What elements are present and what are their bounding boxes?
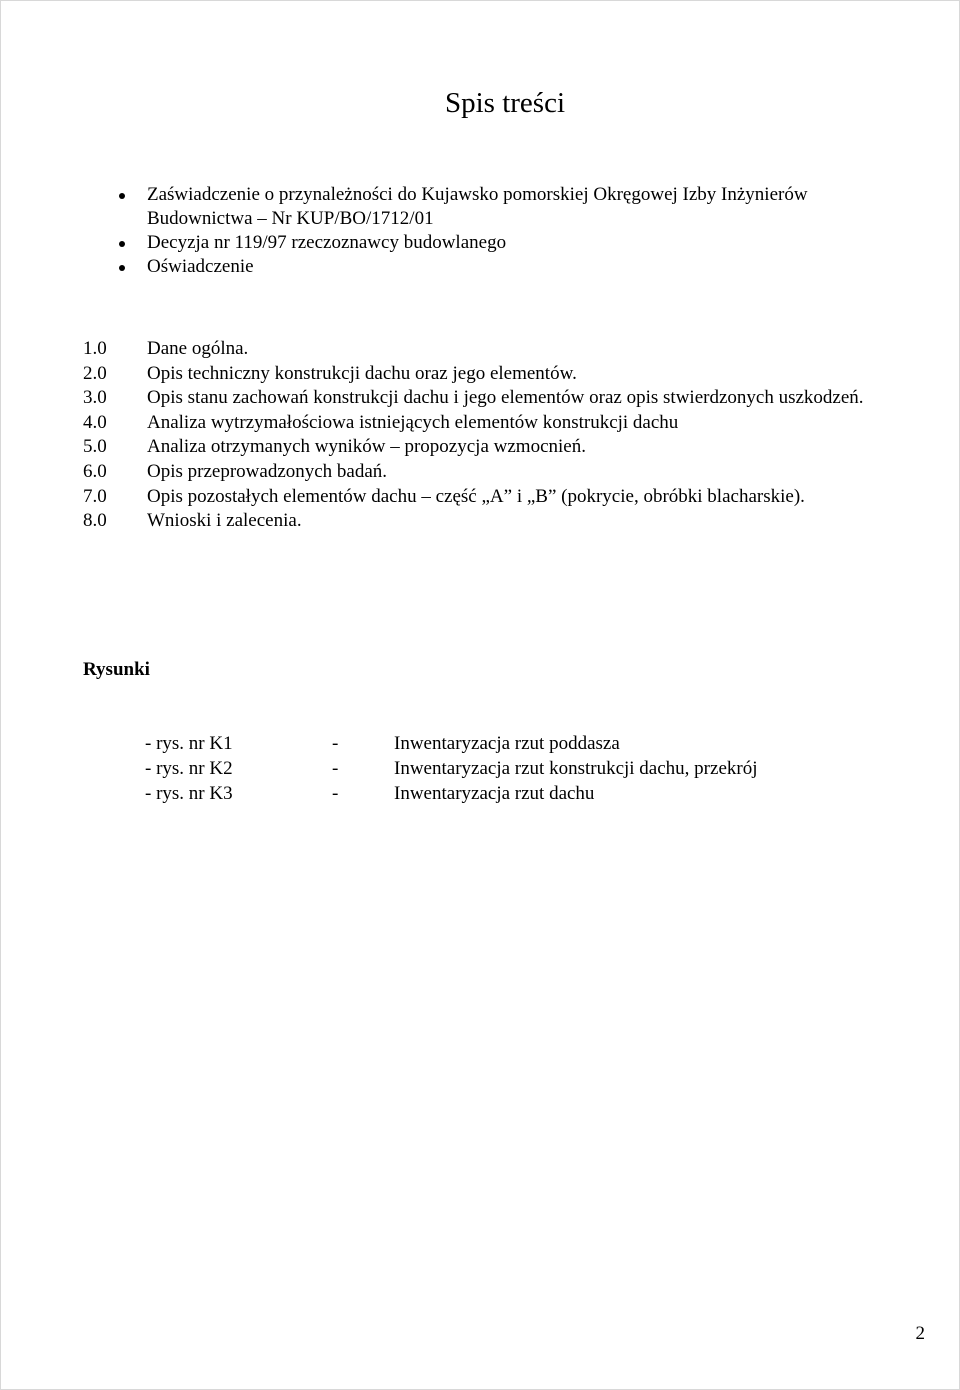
toc-entry — [83, 337, 903, 362]
page-title: Spis treści — [444, 87, 566, 119]
toc-number: 3.0 — [83, 387, 107, 409]
figure-ref: - rys. nr K2 — [145, 758, 233, 779]
attachments-list — [112, 183, 912, 279]
list-item — [112, 231, 912, 255]
figure-row — [145, 781, 757, 806]
figure-dash: - — [332, 783, 339, 804]
bullet-icon — [119, 193, 125, 199]
toc-number: 8.0 — [83, 510, 107, 532]
toc-text: Wnioski i zalecenia. — [147, 510, 302, 532]
toc-entry — [83, 485, 903, 510]
table-of-contents — [83, 337, 903, 534]
toc-text: Analiza otrzymanych wyników – propozycja wzmocnień. — [147, 436, 586, 458]
bullet-icon — [119, 241, 125, 247]
toc-text: Analiza wytrzymałościowa istniejących elementów konstrukcji dachu — [147, 411, 679, 433]
list-item-text: Oświadczenie — [147, 256, 254, 277]
toc-entry — [83, 435, 903, 460]
toc-entry — [83, 411, 903, 436]
toc-text: Opis przeprowadzonych badań. — [147, 460, 388, 482]
toc-text: Opis pozostałych elementów dachu – część „A” i „B” (pokrycie, obróbki blacharskie). — [147, 485, 805, 507]
page-number: 2 — [915, 1323, 925, 1344]
list-item-text: Decyzja nr 119/97 rzeczoznawcy budowlanego — [147, 232, 507, 253]
list-item — [112, 255, 912, 279]
toc-number: 6.0 — [83, 460, 107, 482]
figure-dash: - — [332, 758, 339, 779]
toc-number: 2.0 — [83, 362, 107, 384]
list-item-text: Zaświadczenie o przynależności do Kujawsko pomorskiej Okręgowej Izby Inżynierów Budownictwa – Nr KUP/BO/1712/01 — [147, 184, 808, 229]
toc-text: Opis stanu zachowań konstrukcji dachu i jego elementów oraz opis stwierdzonych uszkodzeń. — [147, 387, 864, 409]
toc-entry — [83, 509, 903, 534]
toc-entry — [83, 386, 903, 411]
toc-number: 5.0 — [83, 436, 107, 458]
toc-entry — [83, 460, 903, 485]
figure-row — [145, 731, 757, 756]
figure-ref: - rys. nr K1 — [145, 733, 233, 754]
figure-desc: Inwentaryzacja rzut dachu — [394, 783, 595, 804]
toc-text: Opis techniczny konstrukcji dachu oraz jego elementów. — [147, 362, 577, 384]
bullet-icon — [119, 265, 125, 271]
figure-dash: - — [332, 733, 339, 754]
figure-ref: - rys. nr K3 — [145, 783, 233, 804]
figures-list — [145, 731, 757, 806]
figure-desc: Inwentaryzacja rzut poddasza — [394, 733, 620, 754]
toc-text: Dane ogólna. — [147, 338, 249, 359]
toc-number: 1.0 — [83, 338, 107, 359]
list-item — [112, 183, 912, 231]
toc-entry — [83, 362, 903, 387]
figure-desc: Inwentaryzacja rzut konstrukcji dachu, przekrój — [394, 758, 758, 779]
toc-number: 4.0 — [83, 411, 107, 433]
toc-number: 7.0 — [83, 485, 107, 507]
figure-row — [145, 756, 757, 781]
figures-heading: Rysunki — [83, 659, 150, 680]
